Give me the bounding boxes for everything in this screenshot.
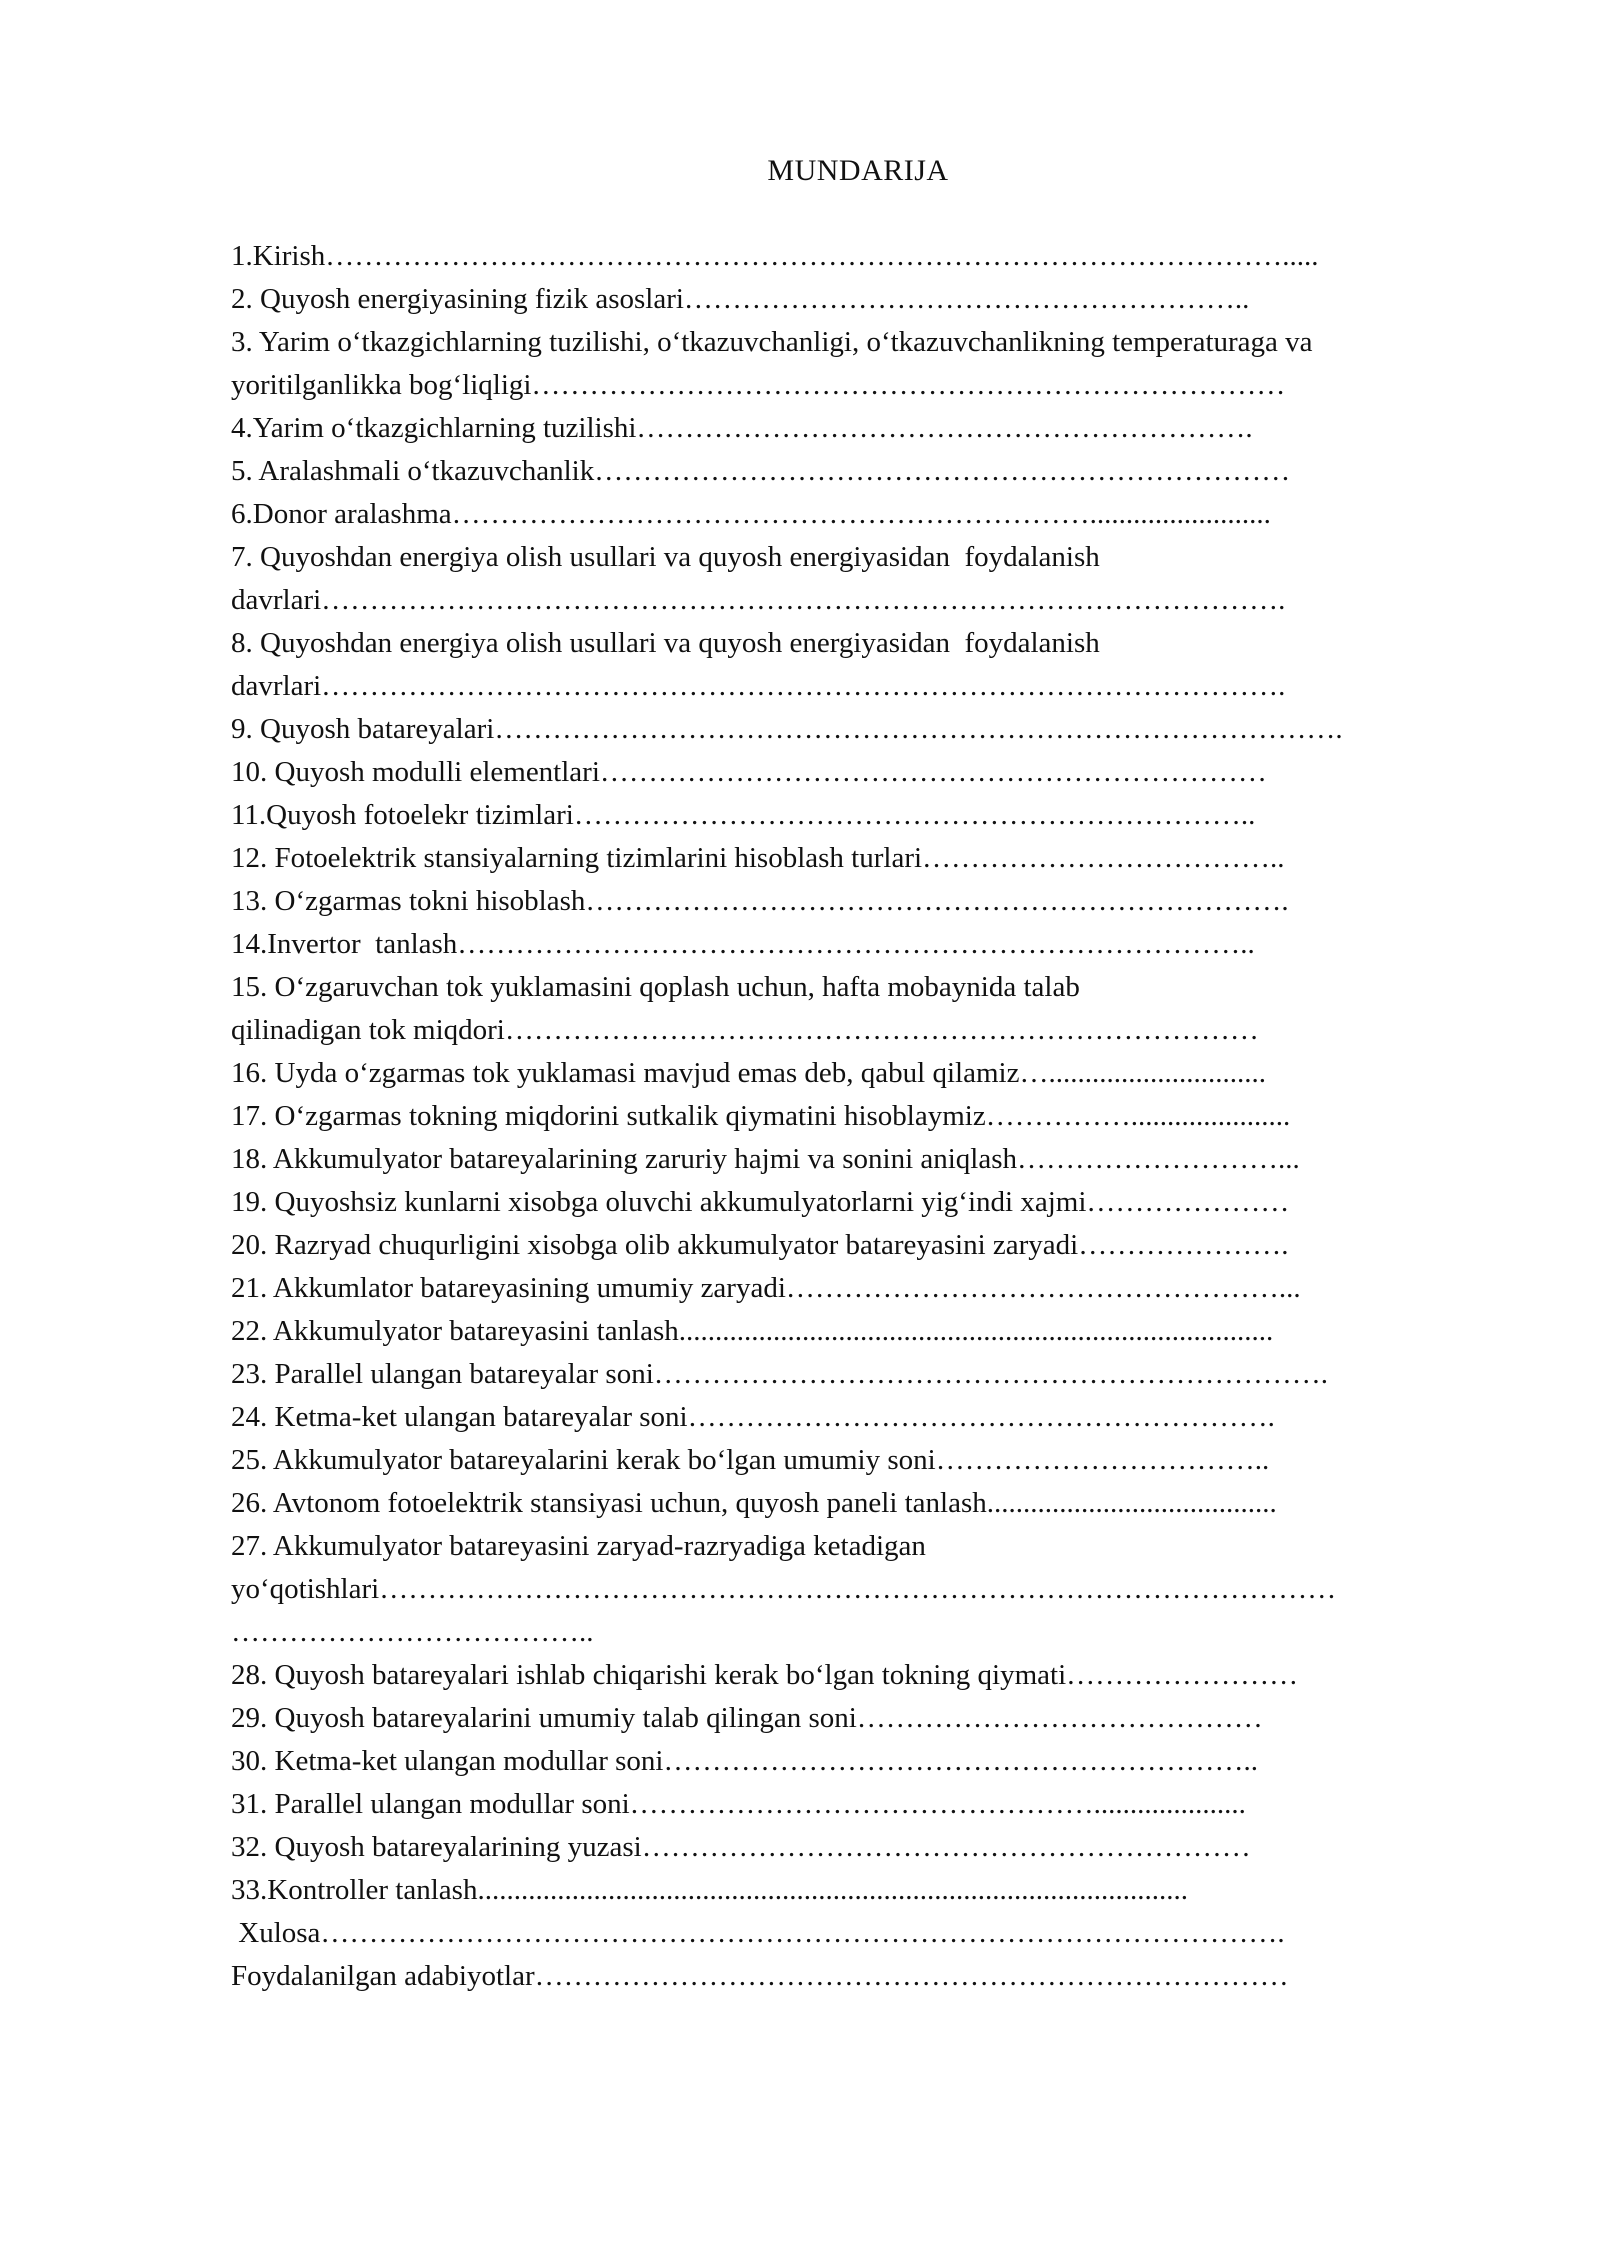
- toc-line: 23. Parallel ulangan batareyalar soni…………………………………………………………….: [231, 1358, 1329, 1390]
- toc-line: 26. Avtonom fotoelektrik stansiyasi uchun, quyosh paneli tanlash........................................: [231, 1487, 1277, 1519]
- toc-line: 9. Quyosh batareyalari…………………………………………………………………………….: [231, 713, 1343, 745]
- toc-line: 3. Yarim o‘tkazgichlarning tuzilishi, o‘tkazuvchanligi, o‘tkazuvchanlikning temperaturaga va: [231, 326, 1313, 358]
- toc-line: 7. Quyoshdan energiya olish usullari va quyosh energiyasidan foydalanish: [231, 541, 1100, 573]
- toc-line: 8. Quyoshdan energiya olish usullari va quyosh energiyasidan foydalanish: [231, 627, 1100, 659]
- toc-line: 13. O‘zgarmas tokni hisoblash……………………………………………………………….: [231, 885, 1289, 917]
- toc-line: 16. Uyda o‘zgarmas tok yuklamasi mavjud emas deb, qabul qilamiz…..............................: [231, 1057, 1266, 1089]
- toc-line: 4.Yarim o‘tkazgichlarning tuzilishi……………………………………………………….: [231, 412, 1253, 444]
- toc-line: 25. Akkumulyator batareyalarini kerak bo‘lgan umumiy soni……………………………..: [231, 1444, 1270, 1476]
- toc-line: 5. Aralashmali o‘tkazuvchanlik………………………………………………………………: [231, 455, 1291, 487]
- toc-line: 6.Donor aralashma………………………………………………………….........................: [231, 498, 1271, 530]
- toc-line: 33.Kontroller tanlash..................................................................................................: [231, 1874, 1188, 1906]
- toc-line: davrlari……………………………………………………………………………………….: [231, 670, 1286, 702]
- page-title: MUNDARIJA: [767, 154, 949, 187]
- toc-line: 27. Akkumulyator batareyasini zaryad-razryadiga ketadigan: [231, 1530, 926, 1562]
- toc-line: 14.Invertor tanlash………………………………………………………………………..: [231, 928, 1255, 960]
- toc-line: 1.Kirish……………………………………………………………………………………….....: [231, 240, 1319, 272]
- toc-line: 15. O‘zgaruvchan tok yuklamasini qoplash uchun, hafta mobaynida talab: [231, 971, 1080, 1003]
- toc-line: 11.Quyosh fotoelekr tizimlari……………………………………………………………..: [231, 799, 1256, 831]
- toc-line: Xulosa……………………………………………………………………………………….: [231, 1917, 1285, 1949]
- toc-line: 17. O‘zgarmas tokning miqdorini sutkalik qiymatini hisoblaymiz……………......................: [231, 1100, 1291, 1132]
- toc-line: 19. Quyoshsiz kunlarni xisobga oluvchi akkumulyatorlarni yig‘indi xajmi…………………: [231, 1186, 1290, 1218]
- toc-line: yo‘qotishlari………………………………………………………………………………………: [231, 1573, 1337, 1605]
- toc-line: 29. Quyosh batareyalarini umumiy talab qilingan soni……………………………………: [231, 1702, 1263, 1734]
- toc-line: yoritilganlikka bog‘liqligi……………………………………………………………………: [231, 369, 1286, 401]
- toc-line: 18. Akkumulyator batareyalarining zaruriy hajmi va sonini aniqlash………………………...: [231, 1143, 1300, 1175]
- toc-line: 30. Ketma-ket ulangan modullar soni……………………………………………………..: [231, 1745, 1258, 1777]
- toc-line: 2. Quyosh energiyasining fizik asoslari…………………………………………………..: [231, 283, 1250, 315]
- toc-line: 28. Quyosh batareyalari ishlab chiqarishi kerak bo‘lgan tokning qiymati……………………: [231, 1659, 1299, 1691]
- toc-line: davrlari……………………………………………………………………………………….: [231, 584, 1286, 616]
- toc-line: 10. Quyosh modulli elementlari……………………………………………………………: [231, 756, 1267, 788]
- table-of-contents: [231, 235, 1481, 1998]
- toc-line: 22. Akkumulyator batareyasini tanlash..................................................................................: [231, 1315, 1274, 1347]
- toc-line: 32. Quyosh batareyalarining yuzasi………………………………………………………: [231, 1831, 1251, 1863]
- toc-line: Foydalanilgan adabiyotlar……………………………………………………………………: [231, 1960, 1289, 1992]
- toc-line: 24. Ketma-ket ulangan batareyalar soni…………………………………………………….: [231, 1401, 1275, 1433]
- toc-line: 21. Akkumlator batareyasining umumiy zaryadi……………………………………………...: [231, 1272, 1301, 1304]
- toc-line: 20. Razryad chuqurligini xisobga olib akkumulyator batareyasini zaryadi………………….: [231, 1229, 1289, 1261]
- toc-line: qilinadigan tok miqdori……………………………………………………………………: [231, 1014, 1259, 1046]
- toc-line: 31. Parallel ulangan modullar soni………………………………………….....................: [231, 1788, 1246, 1820]
- toc-line: 12. Fotoelektrik stansiyalarning tizimlarini hisoblash turlari………………………………..: [231, 842, 1285, 874]
- toc-line: ………………………………..: [231, 1616, 594, 1648]
